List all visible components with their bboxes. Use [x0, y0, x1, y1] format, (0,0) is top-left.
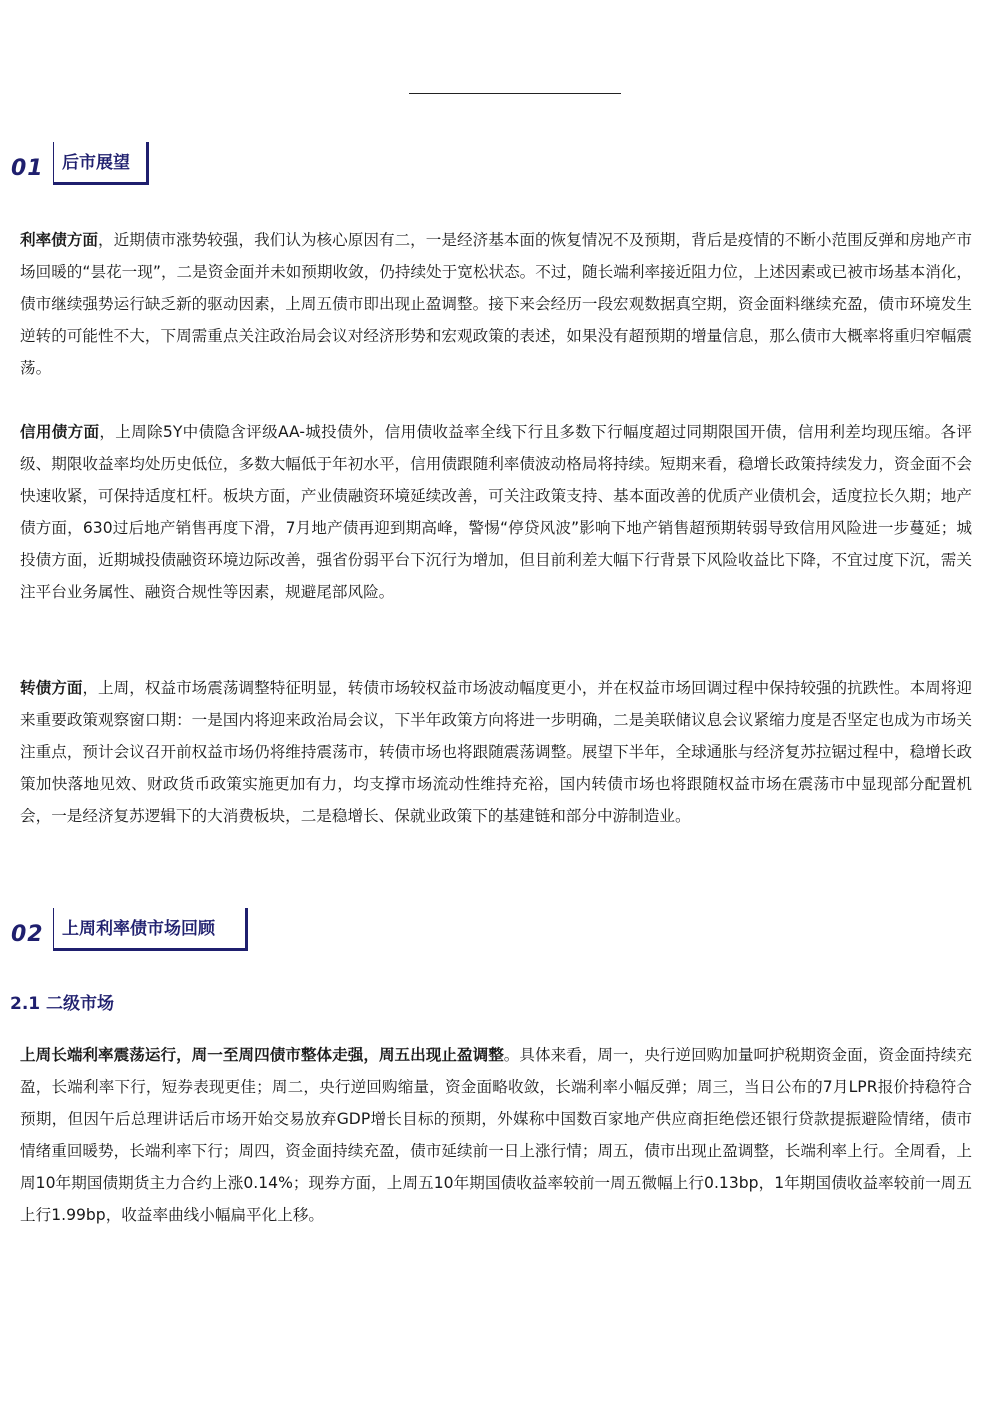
paragraph-lead: 利率债方面	[20, 231, 99, 249]
paragraph-convertible-bonds	[20, 672, 972, 832]
paragraph-text: ，近期债市涨势较强，我们认为核心原因有二，一是经济基本面的恢复情况不及预期，背后是疫情的不断小范围反弹和房地产市场回暖的“昙花一现”，二是资金面并未如预期收敛，仍持续处于宽松状态。不过，随长端利率接近阻力位，上述因素或已被市场基本消化，债市继续强势运行缺乏新的驱动因素，上周五债市即出现止盈调整。接下来会经历一段宏观数据真空期，资金面料继续充盈，债市环境发生逆转的可能性不大，下周需重点关注政治局会议对经济形势和宏观政策的表述，如果没有超预期的增量信息，那么债市大概率将重归窄幅震荡。	[20, 231, 972, 378]
paragraph-text: 。具体来看，周一，央行逆回购加量呵护税期资金面，资金面持续充盈，长端利率下行，短券表现更佳；周二，央行逆回购缩量，资金面略收敛，长端利率小幅反弹；周三，当日公布的7月LPR报价持稳符合预期，但因午后总理讲话后市场开始交易放弃GDP增长目标的预期，外媒称中国数百家地产供应商拒绝偿还银行贷款提振避险情绪，债市情绪重回暖势，长端利率下行；周四，资金面持续充盈，债市延续前一日上涨行情；周五，债市出现止盈调整，长端利率上行。全周看，上周10年期国债期货主力合约上涨0.14%；现券方面，上周五10年期国债收益率较前一周五微幅上行0.13bp，1年期国债收益率较前一周五上行1.99bp，收益率曲线小幅扁平化上移。	[20, 1046, 972, 1225]
section-title: 后市展望	[62, 153, 130, 173]
section-title-box	[53, 142, 149, 185]
paragraph-lead: 转债方面	[20, 679, 83, 697]
paragraph-credit-bonds	[20, 416, 972, 609]
paragraph-text: ，上周，权益市场震荡调整特征明显，转债市场较权益市场波动幅度更小，并在权益市场回调过程中保持较强的抗跌性。本周将迎来重要政策观察窗口期：一是国内将迎来政治局会议，下半年政策方向将进一步明确，二是美联储议息会议紧缩力度是否坚定也成为市场关注重点，预计会议召开前权益市场仍将维持震荡市，转债市场也将跟随震荡调整。展望下半年，全球通胀与经济复苏拉锯过程中，稳增长政策加快落地见效、财政货币政策实施更加有力，均支撑市场流动性维持充裕，国内转债市场也将跟随权益市场在震荡市中显现部分配置机会，一是经济复苏逻辑下的大消费板块，二是稳增长、保就业政策下的基建链和部分中游制造业。	[20, 679, 972, 826]
paragraph-secondary-market	[20, 1039, 972, 1232]
section-number: 02	[11, 922, 44, 947]
paragraph-text: ，上周除5Y中债隐含评级AA-城投债外，信用债收益率全线下行且多数下行幅度超过同期限国开债，信用利差均现压缩。各评级、期限收益率均处历史低位，多数大幅低于年初水平，信用债跟随利率债波动格局将持续。短期来看，稳增长政策持续发力，资金面不会快速收紧，可保持适度杠杆。板块方面，产业债融资环境延续改善，可关注政策支持、基本面改善的优质产业债机会，适度拉长久期；地产债方面，630过后地产销售再度下滑，7月地产债再迎到期高峰，警惕“停贷风波”影响下地产销售超预期转弱导致信用风险进一步蔓延；城投债方面，近期城投债融资环境边际改善，强省份弱平台下沉行为增加，但目前利差大幅下行背景下风险收益比下降，不宜过度下沉，需关注平台业务属性、融资合规性等因素，规避尾部风险。	[20, 423, 972, 602]
header-rule	[409, 93, 621, 94]
paragraph-lead: 上周长端利率震荡运行，周一至周四债市整体走强，周五出现止盈调整	[20, 1046, 504, 1064]
paragraph-lead: 信用债方面	[20, 423, 100, 441]
section-number: 01	[11, 156, 44, 181]
paragraph-rate-bonds	[20, 224, 972, 384]
section-title-box	[53, 908, 248, 951]
subsection-heading: 2.1 二级市场	[10, 994, 115, 1014]
section-title: 上周利率债市场回顾	[62, 919, 215, 939]
